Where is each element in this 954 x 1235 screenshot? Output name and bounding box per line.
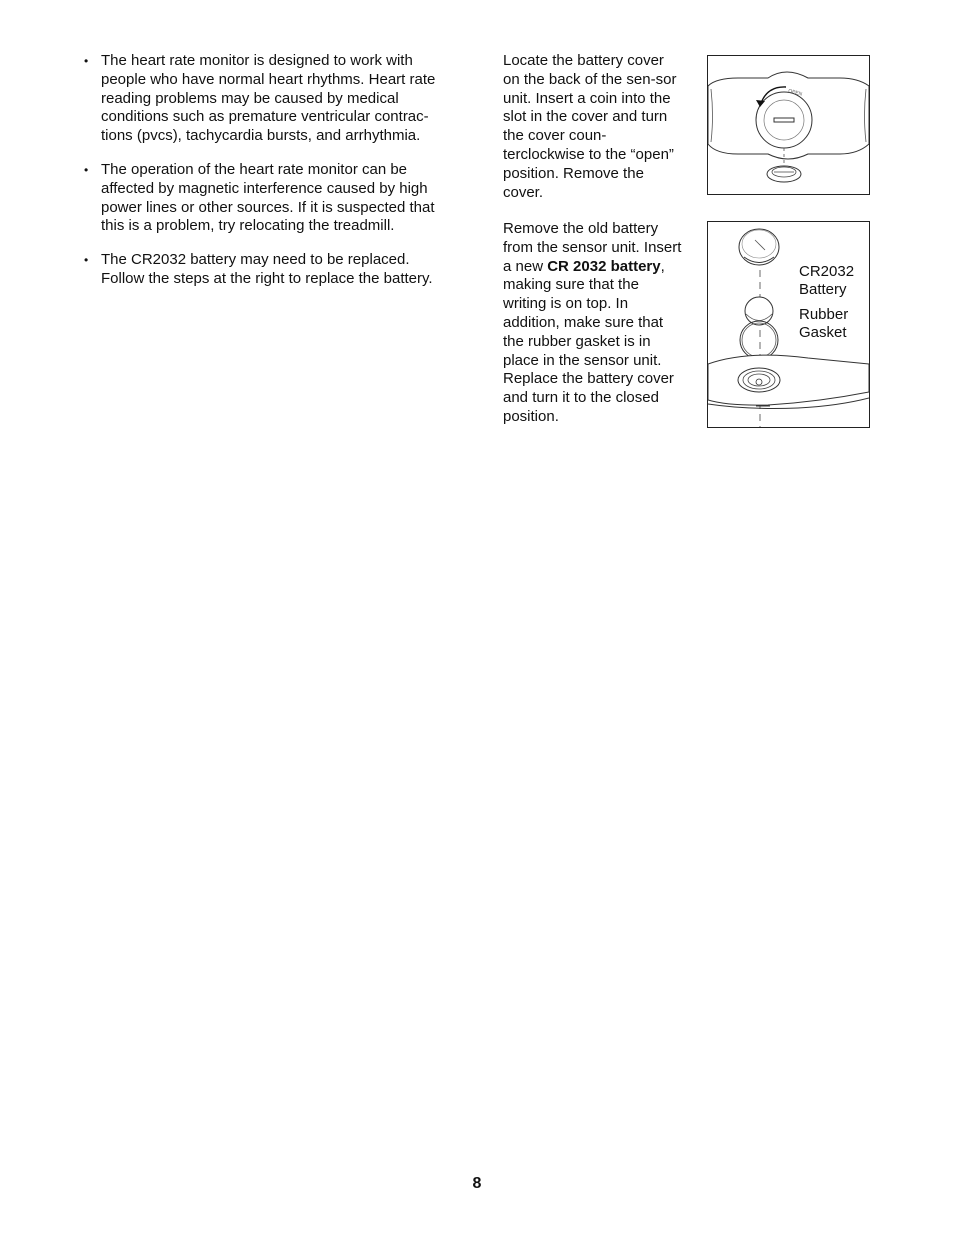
battery-compartment	[738, 368, 780, 392]
bullet-item	[84, 251, 456, 289]
step-remove-cover-text: Locate the battery cover on the back of the sen-sor unit. Insert a coin into the slot in the cover and turn the cover coun-terclockwise to the “open” position. Remove the cover.	[503, 52, 677, 201]
step2-text-end: , making sure that the writing is on top. In addition, make sure that the rubber gasket is in place in the sensor unit. Replace the battery cover and turn it to the closed position.	[503, 257, 674, 425]
cover-top-view	[739, 229, 779, 265]
battery-cover-figure	[707, 55, 870, 195]
bullet-text: The heart rate monitor is designed to work with people who have normal heart rhythms. Heart rate reading problems may be caused by medical conditions such as premature ventricular contrac-tions (pvcs), tachycardia bursts, and arrhythmia.	[101, 52, 436, 145]
gasket-label: Rubber Gasket	[799, 306, 849, 341]
bullet-item	[84, 52, 456, 146]
sensor-back-illustration	[708, 56, 869, 194]
sensor-unit-body	[708, 355, 869, 405]
coin-slot	[774, 118, 794, 122]
step-replace-battery-text	[503, 220, 683, 427]
rubber-gasket-illustration	[740, 321, 778, 359]
removed-cover	[767, 166, 801, 182]
bullet-text: The CR2032 battery may need to be replaced. Follow the steps at the right to replace the battery.	[101, 251, 433, 287]
left-column	[84, 52, 456, 304]
bullet-marker: •	[84, 253, 89, 268]
page-number: 8	[472, 1175, 482, 1192]
battery-label: CR2032 Battery	[799, 263, 855, 298]
battery-type-bold: CR 2032 battery	[547, 257, 661, 275]
bullet-marker: •	[84, 54, 89, 68]
bullet-marker: •	[84, 162, 89, 177]
open-marking: OPEN	[787, 88, 803, 98]
bullet-item	[84, 161, 456, 236]
bullet-text: The operation of the heart rate monitor can be affected by magnetic interference caused by high power lines or other sources. If it is suspected that this is a problem, try relocating the treadmill.	[101, 160, 435, 235]
step2-text-start: Remove the old battery from the sensor unit. Insert a new	[503, 220, 682, 275]
battery-replacement-figure	[707, 221, 870, 428]
